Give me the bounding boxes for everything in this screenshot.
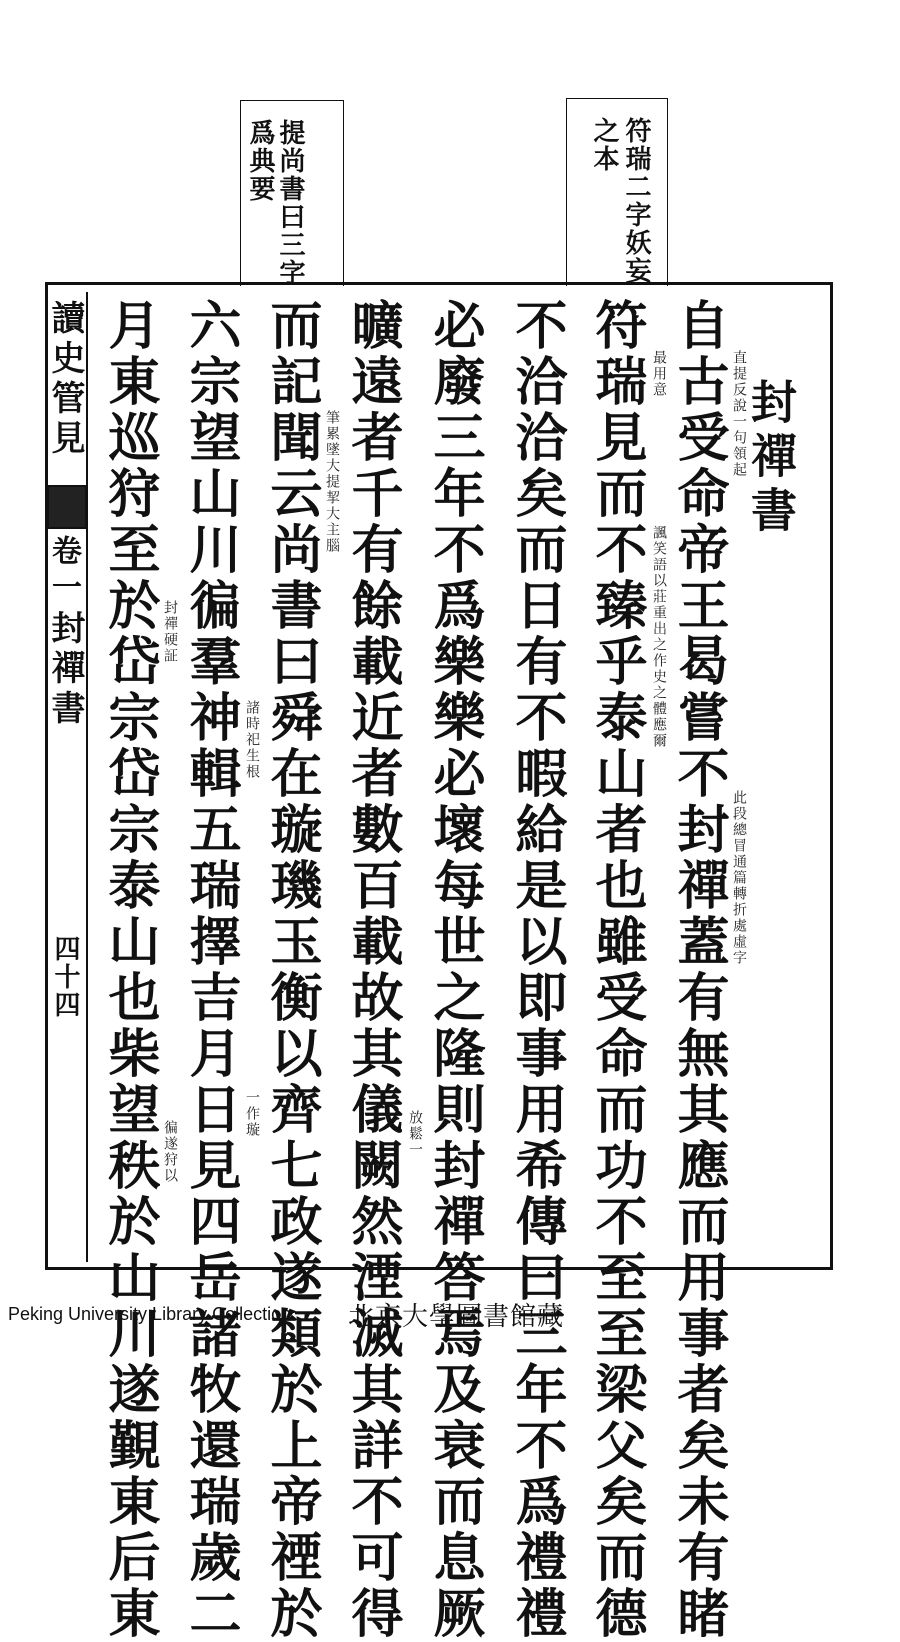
text-column-3: 不洽洽矣而日有不暇給是以即事用希傳曰三年不爲禮禮 [506, 298, 567, 1642]
text-column-1: 自古受命帝王曷嘗不封禪蓋有無其應而用事者矣未有睹 [668, 298, 729, 1642]
text-column-4: 必廢三年不爲樂樂必壞每世之隆則封禪答焉及衰而息厥 [424, 298, 485, 1642]
header-note-right [566, 98, 668, 286]
margin-book-title: 讀史管見 [45, 300, 85, 460]
header-note-left-col2: 爲典要 [245, 119, 275, 203]
annotation-2: 此段總冒通篇轉折處虛字 [731, 790, 747, 966]
annotation-9: 封禪硬証 [162, 600, 178, 664]
annotation-5: 筆累墜大提挈大主腦 [324, 410, 340, 554]
section-title: 封禪書 [744, 378, 798, 540]
header-note-right-col1: 符瑞二字妖妄 [621, 117, 651, 285]
margin-page-number: 四十四 [50, 935, 80, 1019]
header-note-left-col1: 提尚書曰三字 [275, 119, 305, 287]
header-note-right-col2: 之本 [589, 117, 619, 173]
annotation-7: 諸時祀生根 [244, 700, 260, 780]
header-note-left [240, 100, 344, 286]
annotation-10: 徧遂狩以 [162, 1120, 178, 1184]
margin-section: 封禪書 [45, 610, 85, 730]
text-column-7: 六宗望山川徧羣神輯五瑞擇吉月日見四岳諸牧還瑞歲二 [180, 298, 241, 1642]
footer-collection-en: Peking University Library Collection [8, 1304, 292, 1324]
footer [0, 1296, 900, 1332]
annotation-8: 一作璇 [244, 1090, 260, 1138]
annotation-4: 諷笑語以莊重出之作史之體應爾 [651, 525, 667, 749]
annotation-1: 直提反說一句領起 [731, 350, 747, 478]
margin-juan: 卷一 [46, 535, 81, 607]
annotation-6: 放鬆一 [407, 1110, 423, 1158]
text-column-2: 符瑞見而不臻乎泰山者也雖受命而功不至至梁父矣而德 [586, 298, 647, 1642]
margin-fishtail [47, 485, 87, 529]
text-column-6: 而記聞云尚書曰舜在璇璣玉衡以齊七政遂類於上帝禋於 [261, 298, 322, 1642]
annotation-3: 最用意 [651, 350, 667, 398]
footer-collection-cn: 北京大學圖書館藏 [348, 1302, 565, 1332]
margin-divider [86, 292, 88, 1262]
text-column-8: 月東巡狩至於岱宗岱宗泰山也柴望秩於山川遂覲東后東 [99, 298, 160, 1642]
text-column-5: 曠遠者千有餘載近者數百載故其儀闕然湮滅其詳不可得 [342, 298, 403, 1642]
